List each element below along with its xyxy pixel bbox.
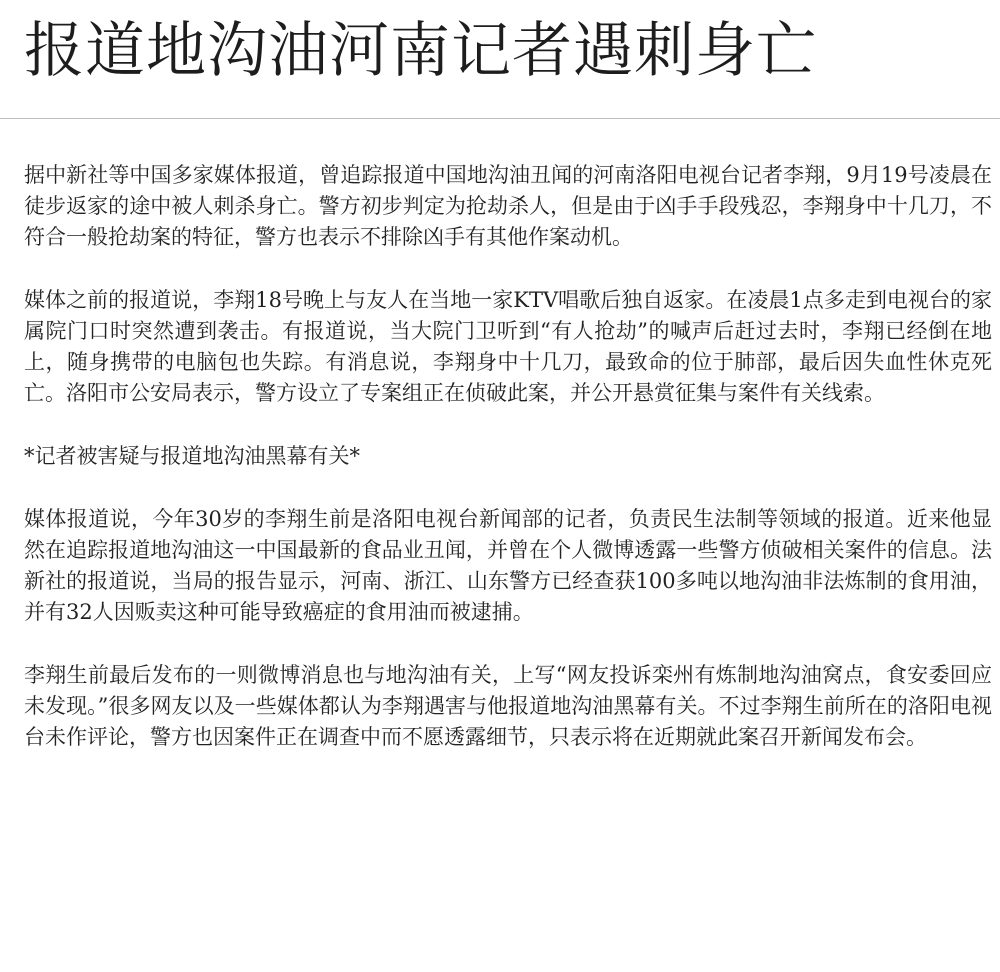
section-subheading: *记者被害疑与报道地沟油黑幕有关* — [24, 444, 360, 468]
paragraph-last-weibo: 李翔生前最后发布的一则微博消息也与地沟油有关，上写“网友投诉栾州有炼制地沟油窝点，食安委回应未发现。”很多网友以及一些媒体都认为李翔遇害与他报道地沟油黑幕有关。不过李翔生前所在的洛阳电视台未作评论，警方也因案件正在调查中而不愿透露细节，只表示将在近期就此案召开新闻发布会。 — [24, 663, 992, 749]
article-title: 报道地沟油河南记者遇刺身亡 — [24, 16, 817, 86]
paragraph-attack-details: 媒体之前的报道说，李翔18号晚上与友人在当地一家KTV唱歌后独自返家。在凌晨1点多走到电视台的家属院门口时突然遭到袭击。有报道说，当大院门卫听到“有人抢劫”的喊声后赶过去时，李翔已经倒在地上，随身携带的电脑包也失踪。有消息说，李翔身中十几刀，最致命的位于肺部，最后因失血性休克死亡。洛阳市公安局表示，警方设立了专案组正在侦破此案，并公开悬赏征集与案件有关线索。 — [24, 288, 992, 405]
title-divider — [0, 118, 1000, 119]
paragraph-background: 媒体报道说，今年30岁的李翔生前是洛阳电视台新闻部的记者，负责民生法制等领域的报道。近来他显然在追踪报道地沟油这一中国最新的食品业丑闻，并曾在个人微博透露一些警方侦破相关案件的信息。法新社的报道说，当局的报告显示，河南、浙江、山东警方已经查获100多吨以地沟油非法炼制的食用油，并有32人因贩卖这种可能导致癌症的食用油而被逮捕。 — [24, 507, 992, 624]
paragraph-intro: 据中新社等中国多家媒体报道，曾追踪报道中国地沟油丑闻的河南洛阳电视台记者李翔，9月19号凌晨在徒步返家的途中被人刺杀身亡。警方初步判定为抢劫杀人，但是由于凶手手段残忍，李翔身中十几刀，不符合一般抢劫案的特征，警方也表示不排除凶手有其他作案动机。 — [24, 163, 992, 249]
article-body — [24, 160, 992, 785]
